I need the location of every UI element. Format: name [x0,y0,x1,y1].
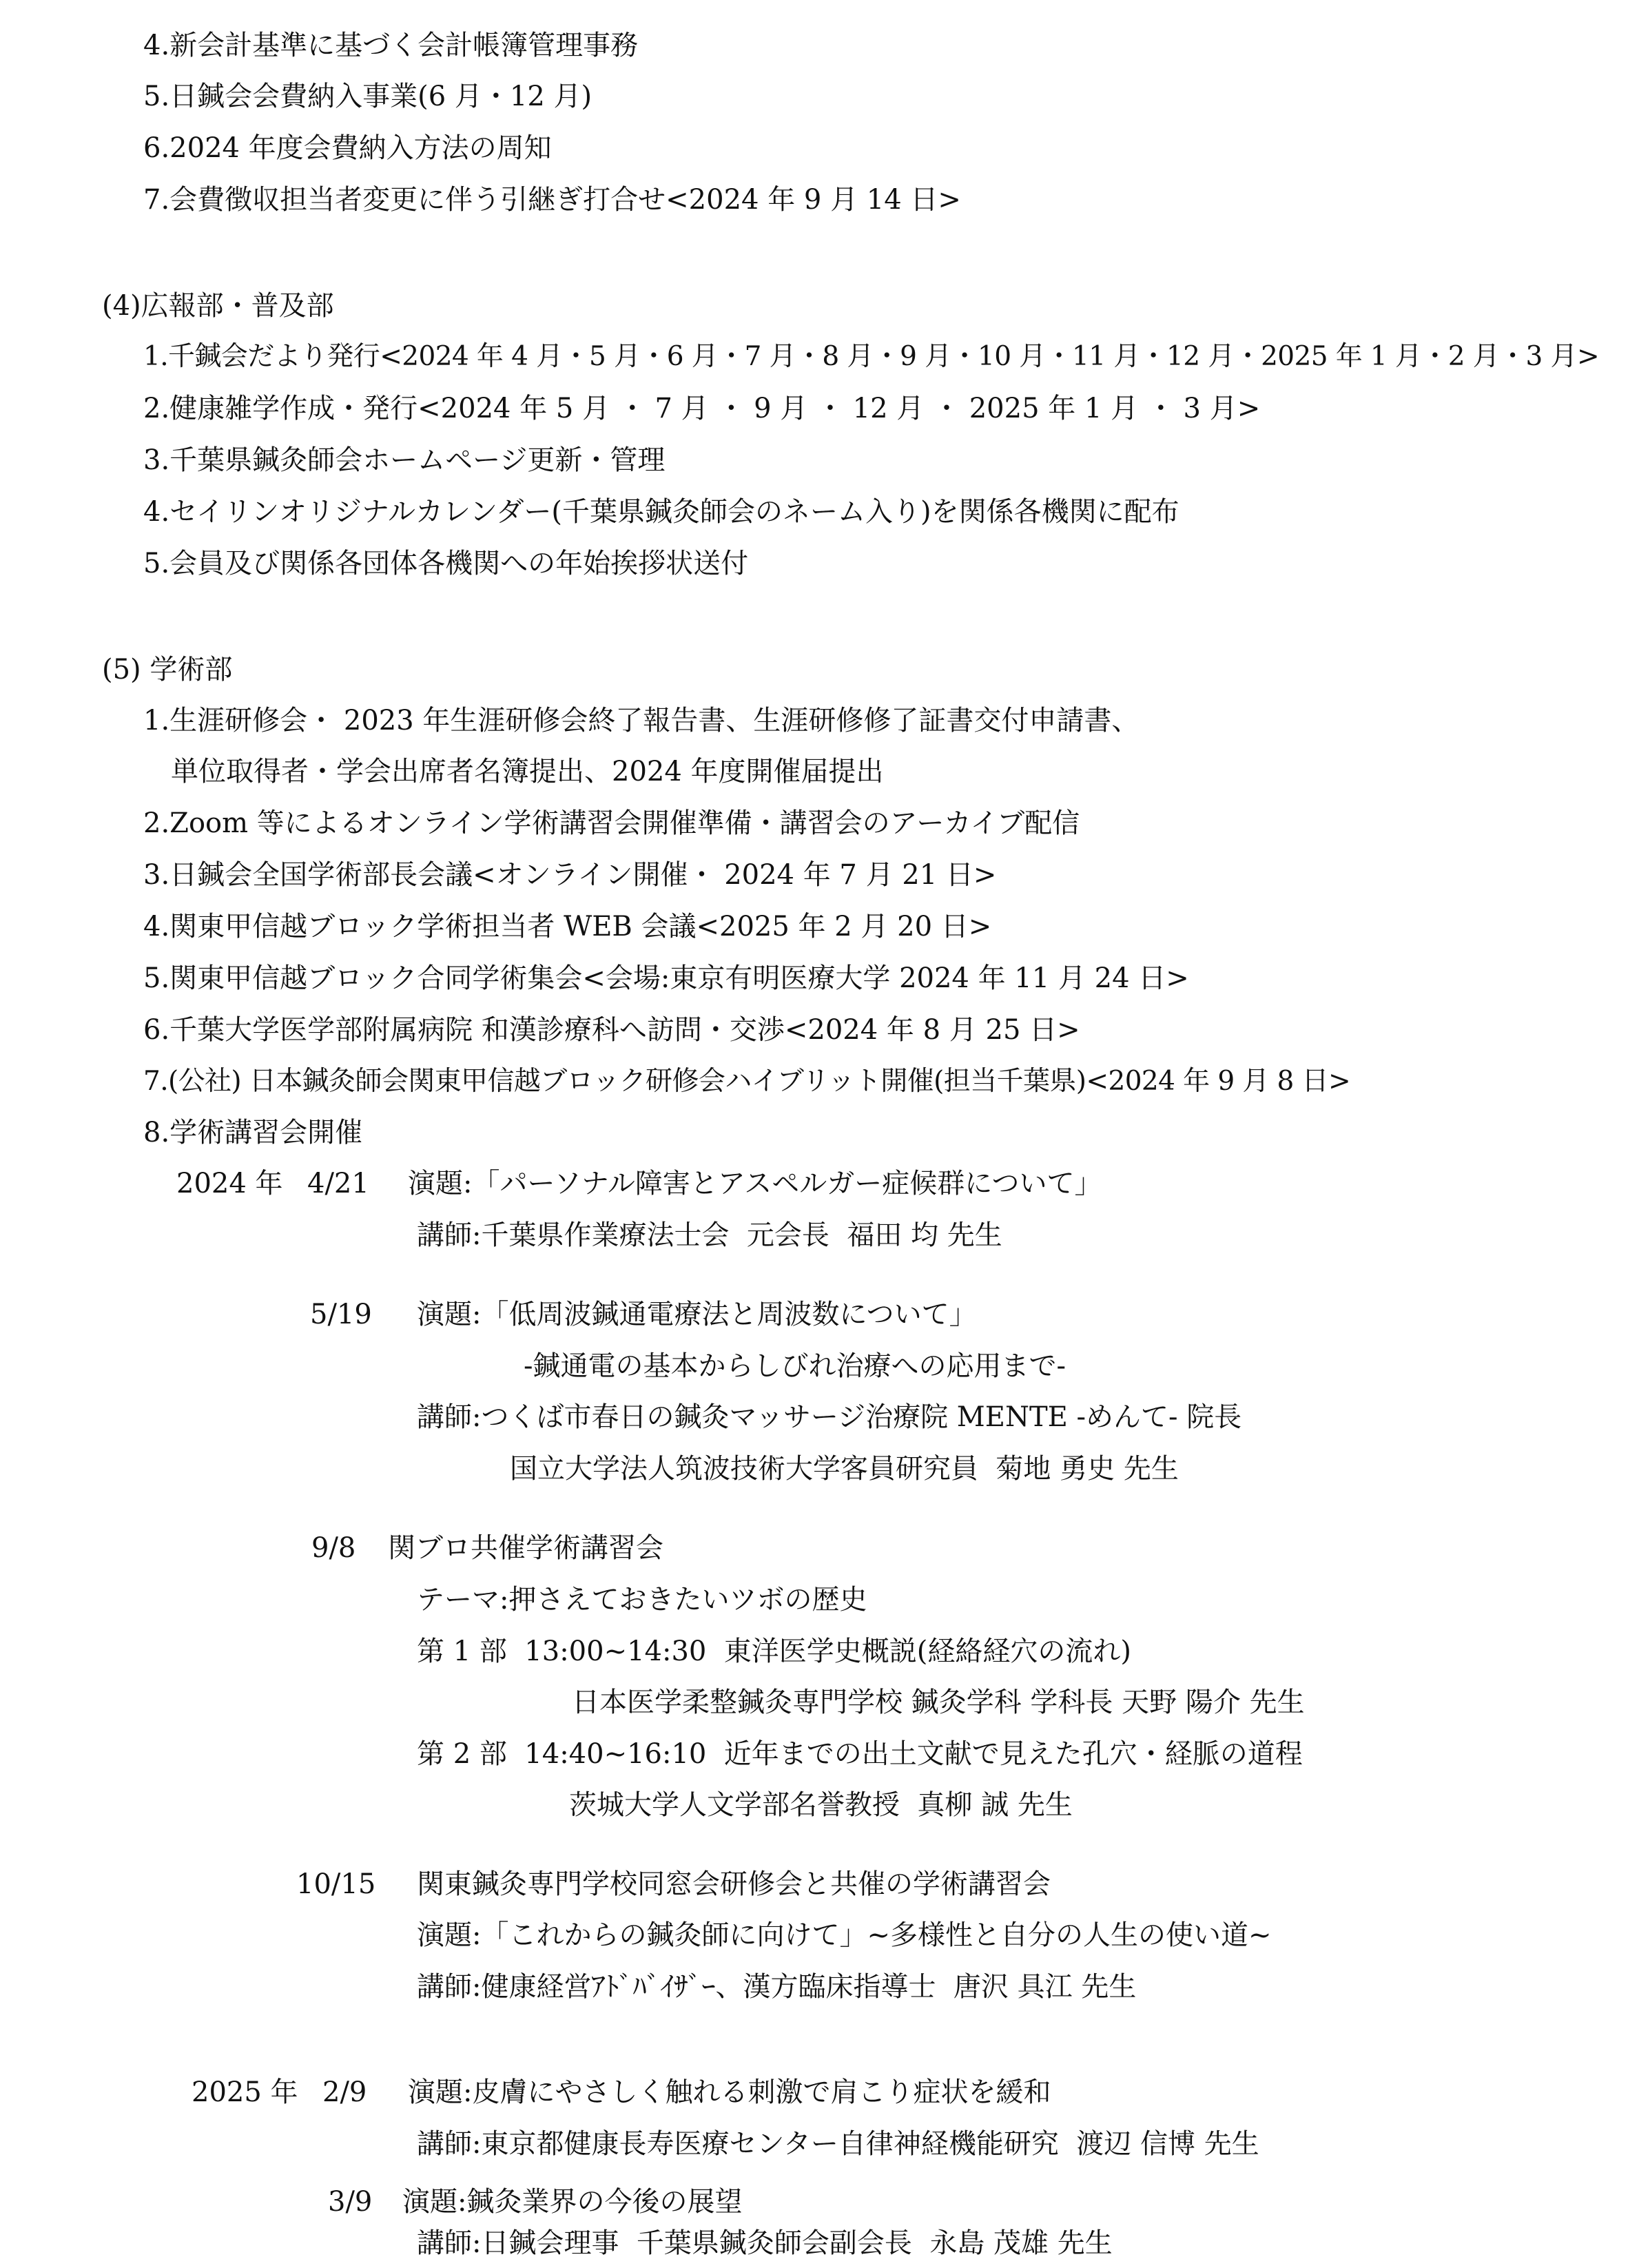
lecture-title: 演題:皮膚にやさしく触れる刺激で肩こり症状を緩和 [408,2076,1051,2108]
lecture-part-2-lecturer: 茨城大学人文学部名誉教授 真柳 誠 先生 [569,1789,1073,1821]
lecture-subtitle: -鍼通電の基本からしびれ治療への応用まで- [524,1350,1066,1382]
lecture-lecturer: 講師:健康経営ｱﾄﾞﾊﾞｲｻﾞｰ、漢方臨床指導士 唐沢 具江 先生 [417,1971,1137,2003]
lecture-lecturer: 講師:東京都健康長寿医療センター自律神経機能研究 渡辺 信博 先生 [417,2128,1259,2160]
list-item: 7.会費徴収担当者変更に伴う引継ぎ打合せ<2024 年 9 月 14 日> [143,184,961,216]
lecture-date: 2/9 [322,2076,367,2108]
lecture-date: 10/15 [296,1868,376,1900]
lecture-date: 5/19 [310,1299,372,1330]
list-item: 単位取得者・学会出席者名簿提出、2024 年度開催届提出 [171,756,884,787]
lecture-lecturer: 講師:千葉県作業療法士会 元会長 福田 均 先生 [417,1219,1002,1251]
lecture-theme: テーマ:押さえておきたいツボの歴史 [417,1584,867,1616]
list-item: 5.関東甲信越ブロック合同学術集会<会場:東京有明医療大学 2024 年 11 月 24 日> [143,962,1189,994]
lecture-date: 9/8 [311,1532,356,1564]
list-item: 2.Zoom 等によるオンライン学術講習会開催準備・講習会のアーカイブ配信 [143,807,1080,839]
lecture-title: 演題:「低周波鍼通電療法と周波数について」 [417,1299,977,1330]
lecture-lecturer: 講師:日鍼会理事 千葉県鍼灸師会副会長 永島 茂雄 先生 [417,2227,1113,2259]
section-heading: (4)広報部・普及部 [102,290,334,322]
list-item: 8.学術講習会開催 [143,1117,363,1148]
lecture-date: 3/9 [328,2186,373,2218]
lecture-part-2: 第 2 部 14:40~16:10 近年までの出土文献で見えた孔穴・経脈の道程 [417,1738,1303,1770]
list-item: 4.セイリンオリジナルカレンダー(千葉県鍼灸師会のネーム入り)を関係各機関に配布 [143,496,1179,528]
lecture-title: 演題:鍼灸業界の今後の展望 [402,2186,743,2218]
list-item: 5.日鍼会会費納入事業(6 月・12 月) [143,81,592,112]
list-item: 1.生涯研修会・ 2023 年生涯研修会終了報告書、生涯研修修了証書交付申請書、 [143,705,1140,736]
list-item: 6.2024 年度会費納入方法の周知 [143,132,552,164]
lecture-part-1-lecturer: 日本医学柔整鍼灸専門学校 鍼灸学科 学科長 天野 陽介 先生 [572,1687,1305,1718]
list-item: 4.関東甲信越ブロック学術担当者 WEB 会議<2025 年 2 月 20 日> [143,911,992,942]
lecture-lecturer-affiliation: 国立大学法人筑波技術大学客員研究員 菊地 勇史 先生 [510,1453,1179,1485]
list-item: 5.会員及び関係各団体各機関への年始挨拶状送付 [143,548,749,579]
list-item: 6.千葉大学医学部附属病院 和漢診療科へ訪問・交渉<2024 年 8 月 25 日> [143,1014,1080,1046]
list-item: 1.千鍼会だより発行<2024 年 4 月・5 月・6 月・7 月・8 月・9 月・10 月・11 月・12 月・2025 年 1 月・2 月・3 月> [143,341,1600,372]
lecture-subject: 演題:「これからの鍼灸師に向けて」~多様性と自分の人生の使い道~ [417,1919,1272,1951]
lecture-part-1: 第 1 部 13:00~14:30 東洋医学史概説(経絡経穴の流れ) [417,1636,1132,1667]
list-item: 2.健康雑学作成・発行<2024 年 5 月 ・ 7 月 ・ 9 月 ・ 12 月 ・ 2025 年 1 月 ・ 3 月> [143,393,1261,424]
list-item: 3.日鍼会全国学術部長会議<オンライン開催・ 2024 年 7 月 21 日> [143,859,997,891]
section-heading: (5) 学術部 [102,654,233,685]
list-item: 3.千葉県鍼灸師会ホームページ更新・管理 [143,444,666,476]
lecture-year: 2025 年 [192,2076,298,2108]
lecture-date: 4/21 [307,1168,369,1199]
lecture-year: 2024 年 [176,1168,283,1199]
list-item: 4.新会計基準に基づく会計帳簿管理事務 [143,30,639,61]
lecture-title: 関東鍼灸専門学校同窓会研修会と共催の学術講習会 [417,1868,1051,1900]
lecture-title: 関ブロ共催学術講習会 [388,1532,663,1564]
lecture-lecturer: 講師:つくば市春日の鍼灸マッサージ治療院 MENTE -めんて- 院長 [417,1401,1242,1433]
lecture-title: 演題:「パーソナル障害とアスペルガー症候群について」 [408,1168,1102,1199]
list-item: 7.(公社) 日本鍼灸師会関東甲信越ブロック研修会ハイブリット開催(担当千葉県)<2024 年 9 月 8 日> [143,1066,1351,1097]
